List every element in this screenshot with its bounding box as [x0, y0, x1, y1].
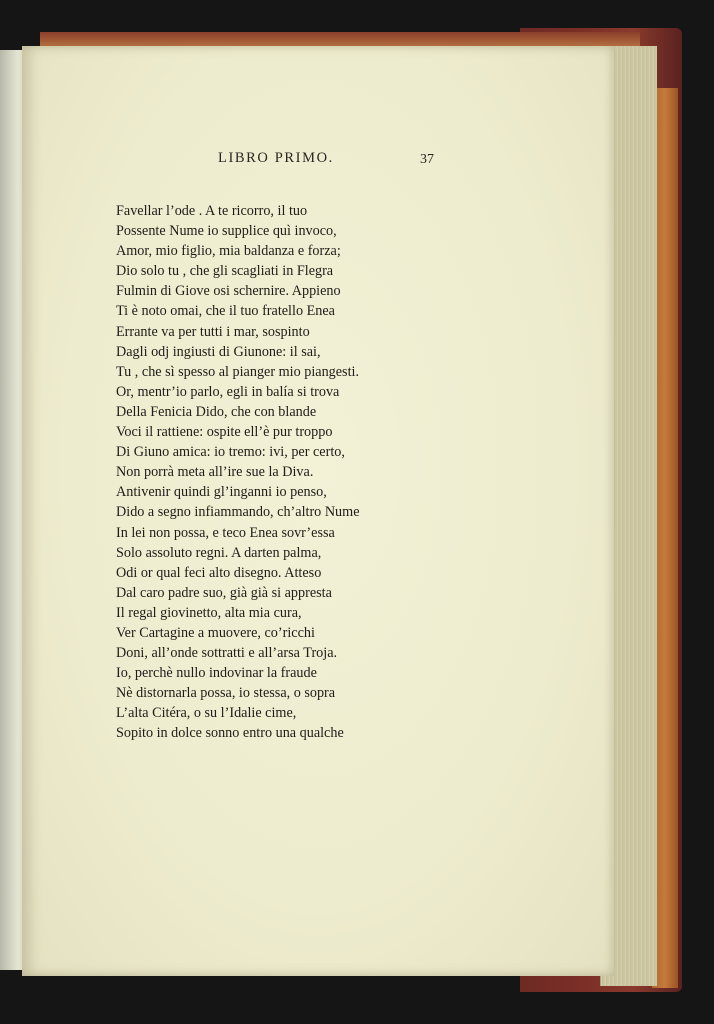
running-head: LIBRO PRIMO.: [218, 150, 334, 166]
verse-line: Dal caro padre suo, già già si appresta: [116, 584, 332, 601]
verse-line: Solo assoluto regni. A darten palma,: [116, 544, 322, 561]
verse-line: In lei non possa, e teco Enea sovr’essa: [116, 524, 335, 541]
verse-line: Amor, mio figlio, mia baldanza e forza;: [116, 243, 341, 260]
verse-line: Non porrà meta all’ire sue la Diva.: [116, 464, 314, 481]
verse-line: Della Fenicia Dido, che con blande: [116, 403, 317, 420]
verse-text: [116, 201, 416, 744]
verse-line: Dido a segno infiammando, ch’altro Nume: [116, 504, 360, 521]
verse-line: Antivenir quindi gl’inganni io penso,: [116, 484, 327, 501]
verse-line: Io, perchè nullo indovinar la fraude: [116, 665, 317, 682]
verse-line: Il regal giovinetto, alta mia cura,: [116, 604, 302, 621]
verse-line: Ti è noto omai, che il tuo fratello Enea: [116, 303, 335, 320]
page-header: [190, 150, 440, 174]
verse-line: Doni, all’onde sottratti e all’arsa Troja.: [116, 645, 338, 662]
page-number: 37: [420, 152, 434, 167]
verse-line: Or, mentr’io parlo, egli in balía si trova: [116, 383, 340, 400]
verse-line: Odi or qual feci alto disegno. Atteso: [116, 564, 322, 581]
verse-line: L’alta Citéra, o su l’Idalie cime,: [116, 705, 297, 722]
verse-line: Ver Cartagine a muovere, co’ricchi: [116, 624, 315, 641]
verse-line: Sopito in dolce sonno entro una qualche: [116, 725, 344, 742]
verse-line: Di Giuno amica: io tremo: ivi, per certo,: [116, 444, 345, 461]
verse-line: Dio solo tu , che gli scagliati in Flegra: [116, 263, 334, 280]
verse-line: Dagli odj ingiusti di Giunone: il sai,: [116, 343, 321, 360]
verse-line: Fulmin di Giove osi schernire. Appieno: [116, 283, 341, 300]
verse-line: Nè distornarla possa, io stessa, o sopra: [116, 685, 336, 702]
verse-line: Voci il rattiene: ospite ell’è pur troppo: [116, 424, 333, 441]
verse-line: Favellar l’ode . A te ricorro, il tuo: [116, 203, 308, 219]
verse-line: Possente Nume io supplice quì invoco,: [116, 223, 337, 240]
verse-line: Errante va per tutti i mar, sospinto: [116, 323, 310, 340]
verse-line: Tu , che sì spesso al pianger mio piangesti.: [116, 363, 360, 380]
